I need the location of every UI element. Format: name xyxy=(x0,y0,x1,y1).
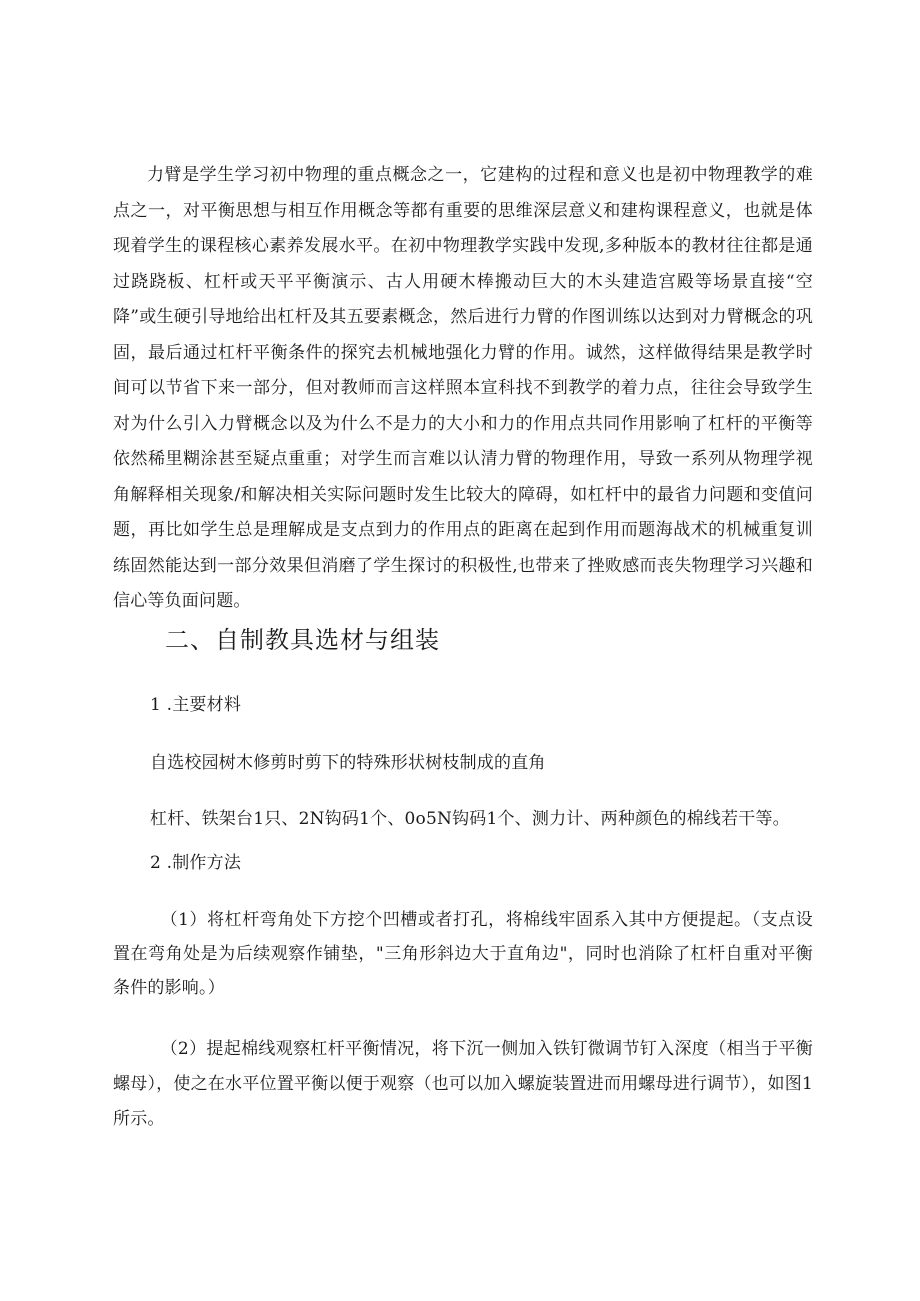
intro-paragraph: 力臂是学生学习初中物理的重点概念之一，它建构的过程和意义也是初中物理教学的难点之一，对平衡思想与相互作用概念等都有重要的思维深层意义和建构课程意义，也就是体现着学生的课程核心素养发展水平。在初中物理教学实践中发现,多种版本的教材往往都是通过跷跷板、杠杆或天平平衡演示、古人用硬木棒搬动巨大的木头建造宫殿等场景直接“空降”或生硬引导地给出杠杆及其五要素概念，然后进行力臂的作图训练以达到对力臂概念的巩固，最后通过杠杆平衡条件的探究去机械地强化力臂的作用。诚然，这样做得结果是教学时间可以节省下来一部分，但对教师而言这样照本宣科找不到教学的着力点，往往会导致学生对为什么引入力臂概念以及为什么不是力的大小和力的作用点共同作用影响了杠杆的平衡等依然稀里糊涂甚至疑点重重；对学生而言难以认清力臂的物理作用，导致一系列从物理学视角解释相关现象/和解决相关实际问题时发生比较大的障碍，如杠杆中的最省力问题和变值问题，再比如学生总是理解成是支点到力的作用点的距离在起到作用而题海战术的机械重复训练固然能达到一部分效果但消磨了学生探讨的积极性,也带来了挫败感而丧失物理学习兴趣和信心等负面问题。 xyxy=(113,165,813,611)
method-step-1: （1）将杠杆弯角处下方挖个凹槽或者打孔，将棉线牢固系入其中方便提起。（支点设置在弯角处是为后续观察作铺垫，"三角形斜边大于直角边"，同时也消除了杠杆自重对平衡条件的影响。） xyxy=(113,910,813,998)
subsection-method-title: 2 .制作方法 xyxy=(150,853,242,873)
materials-line-1: 自选校园树木修剪时剪下的特殊形状树枝制成的直角 xyxy=(150,753,546,773)
method-step-2: （2）提起棉线观察杠杆平衡情况，将下沉一侧加入铁钉微调节钉入深度（相当于平衡螺母），使之在水平位置平衡以便于观察（也可以加入螺旋装置进而用螺母进行调节），如图1所示。 xyxy=(113,1039,813,1129)
materials-line-2: 杠杆、铁架台1只、2N钩码1个、0o5N钩码1个、测力计、两种颜色的棉线若干等。 xyxy=(150,809,790,829)
section-heading: 二、自制教具选材与组装 xyxy=(165,626,440,654)
subsection-materials-title: 1 .主要材料 xyxy=(150,695,242,715)
